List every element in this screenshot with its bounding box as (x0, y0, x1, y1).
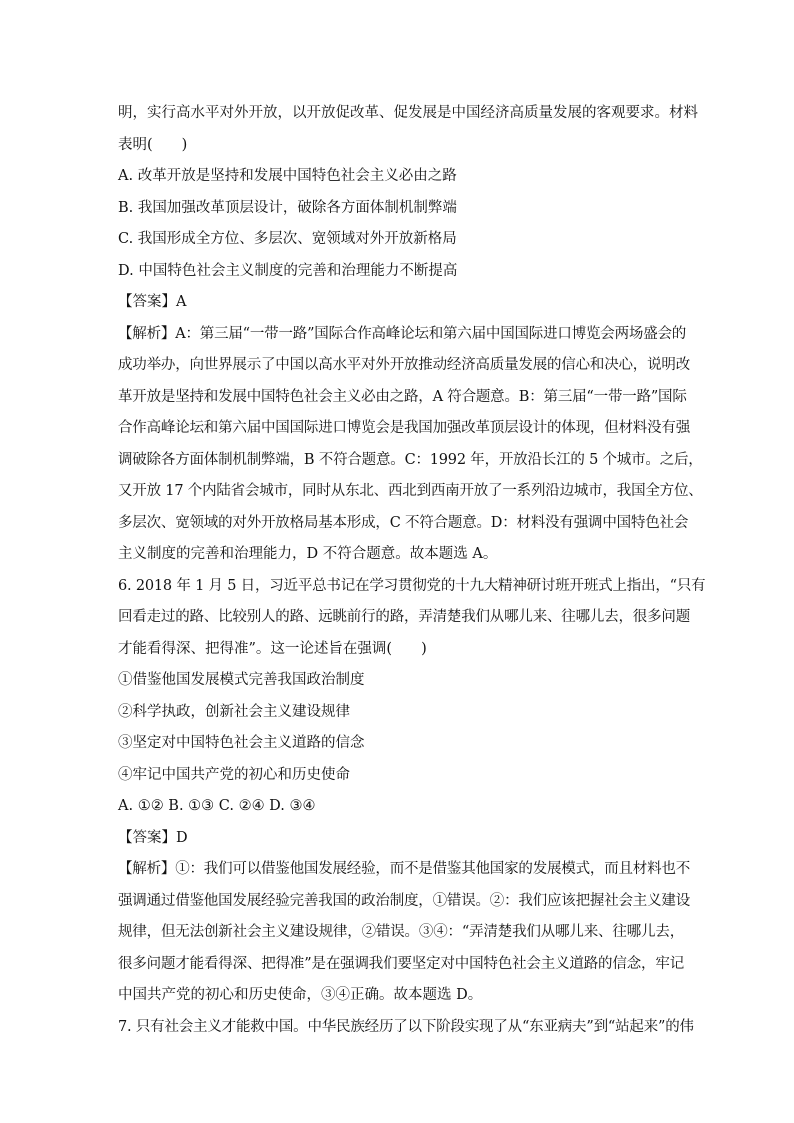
question-6-analysis-line-4: 很多问题才能看得深、把得准”是在强调我们要坚定对中国特色社会主义道路的信念，牢记 (118, 955, 684, 972)
question-5-option-c: C. 我国形成全方位、多层次、宽领域对外开放新格局 (118, 231, 457, 247)
question-6-stem-line-2: 回看走过的路、比较别人的路、远眺前行的路，弄清楚我们从哪儿来、往哪儿去，很多问题 (118, 609, 690, 625)
question-6-analysis-line-1: 【解析】①：我们可以借鉴他国发展经验，而不是借鉴其他国家的发展模式，而且材料也不 (118, 861, 690, 877)
question-5-analysis-line-2: 成功举办，向世界展示了中国以高水平对外开放推动经济高质量发展的信心和决心，说明改 (118, 357, 690, 373)
question-6-statement-1: ①借鉴他国发展模式完善我国政治制度 (118, 672, 365, 688)
question-5-option-b: B. 我国加强改革顶层设计，破除各方面体制机制弊端 (118, 199, 457, 216)
question-5-stem-ending: 表明( ) (118, 136, 188, 153)
question-6-analysis-line-5: 中国共产党的初心和历史使命，③④正确。故本题选 D。 (118, 987, 483, 1003)
question-6-statement-2: ②科学执政，创新社会主义建设规律 (118, 703, 350, 720)
question-6-options: A. ①② B. ①③ C. ②④ D. ③④ (118, 798, 316, 814)
question-5-stem-continuation: 明，实行高水平对外开放，以开放促改革、促发展是中国经济高质量发展的客观要求。材料 (118, 105, 698, 121)
question-6-stem-line-3: 才能看得深、把得准”。这一论述旨在强调( ) (118, 640, 427, 657)
question-6-statement-4: ④牢记中国共产党的初心和历史使命 (118, 766, 350, 783)
document-page (118, 98, 706, 1043)
question-6-analysis-line-3: 规律，但无法创新社会主义建设规律，②错误。③④：“弄清楚我们从哪儿来、往哪儿去， (118, 924, 684, 940)
question-6-stem-line-1: 6. 2018 年 1 月 5 日，习近平总书记在学习贯彻党的十九大精神研讨班开班式上指出，“只有 (118, 577, 706, 594)
question-5-analysis-line-7: 多层次、宽领域的对外开放格局基本形成，C 不符合题意。D：材料没有强调中国特色社会 (118, 514, 689, 531)
question-6-statement-3: ③坚定对中国特色社会主义道路的信念 (118, 735, 365, 751)
question-6-analysis-line-2: 强调通过借鉴他国发展经验完善我国的政治制度，①错误。②：我们应该把握社会主义建设 (118, 892, 690, 909)
question-5-option-a: A. 改革开放是坚持和发展中国特色社会主义必由之路 (118, 168, 457, 184)
question-5-option-d: D. 中国特色社会主义制度的完善和治理能力不断提高 (118, 262, 458, 279)
question-6-answer: 【答案】D (118, 829, 188, 846)
question-5-analysis-line-8: 主义制度的完善和治理能力，D 不符合题意。故本题选 A。 (118, 546, 498, 562)
question-5-analysis-line-4: 合作高峰论坛和第六届中国国际进口博览会是我国加强改革顶层设计的体现，但材料没有强 (118, 420, 690, 436)
question-7-stem-line-1: 7. 只有社会主义才能救中国。中华民族经历了以下阶段实现了从“东亚病夫”到“站起来”的伟 (118, 1018, 694, 1035)
question-5-analysis-line-5: 调破除各方面体制机制弊端，B 不符合题意。C：1992 年，开放沿长江的 5 个城市。之后， (118, 451, 703, 468)
question-5-answer: 【答案】A (118, 294, 187, 310)
question-5-analysis-line-6: 又开放 17 个内陆省会城市，同时从东北、西北到西南开放了一系列沿边城市，我国全方位、 (118, 483, 703, 499)
question-5-analysis-line-3: 革开放是坚持和发展中国特色社会主义必由之路，A 符合题意。B：第三届“一带一路”国际 (118, 388, 687, 405)
question-5-analysis-line-1: 【解析】A：第三届“一带一路”国际合作高峰论坛和第六届中国国际进口博览会两场盛会的 (118, 325, 687, 342)
